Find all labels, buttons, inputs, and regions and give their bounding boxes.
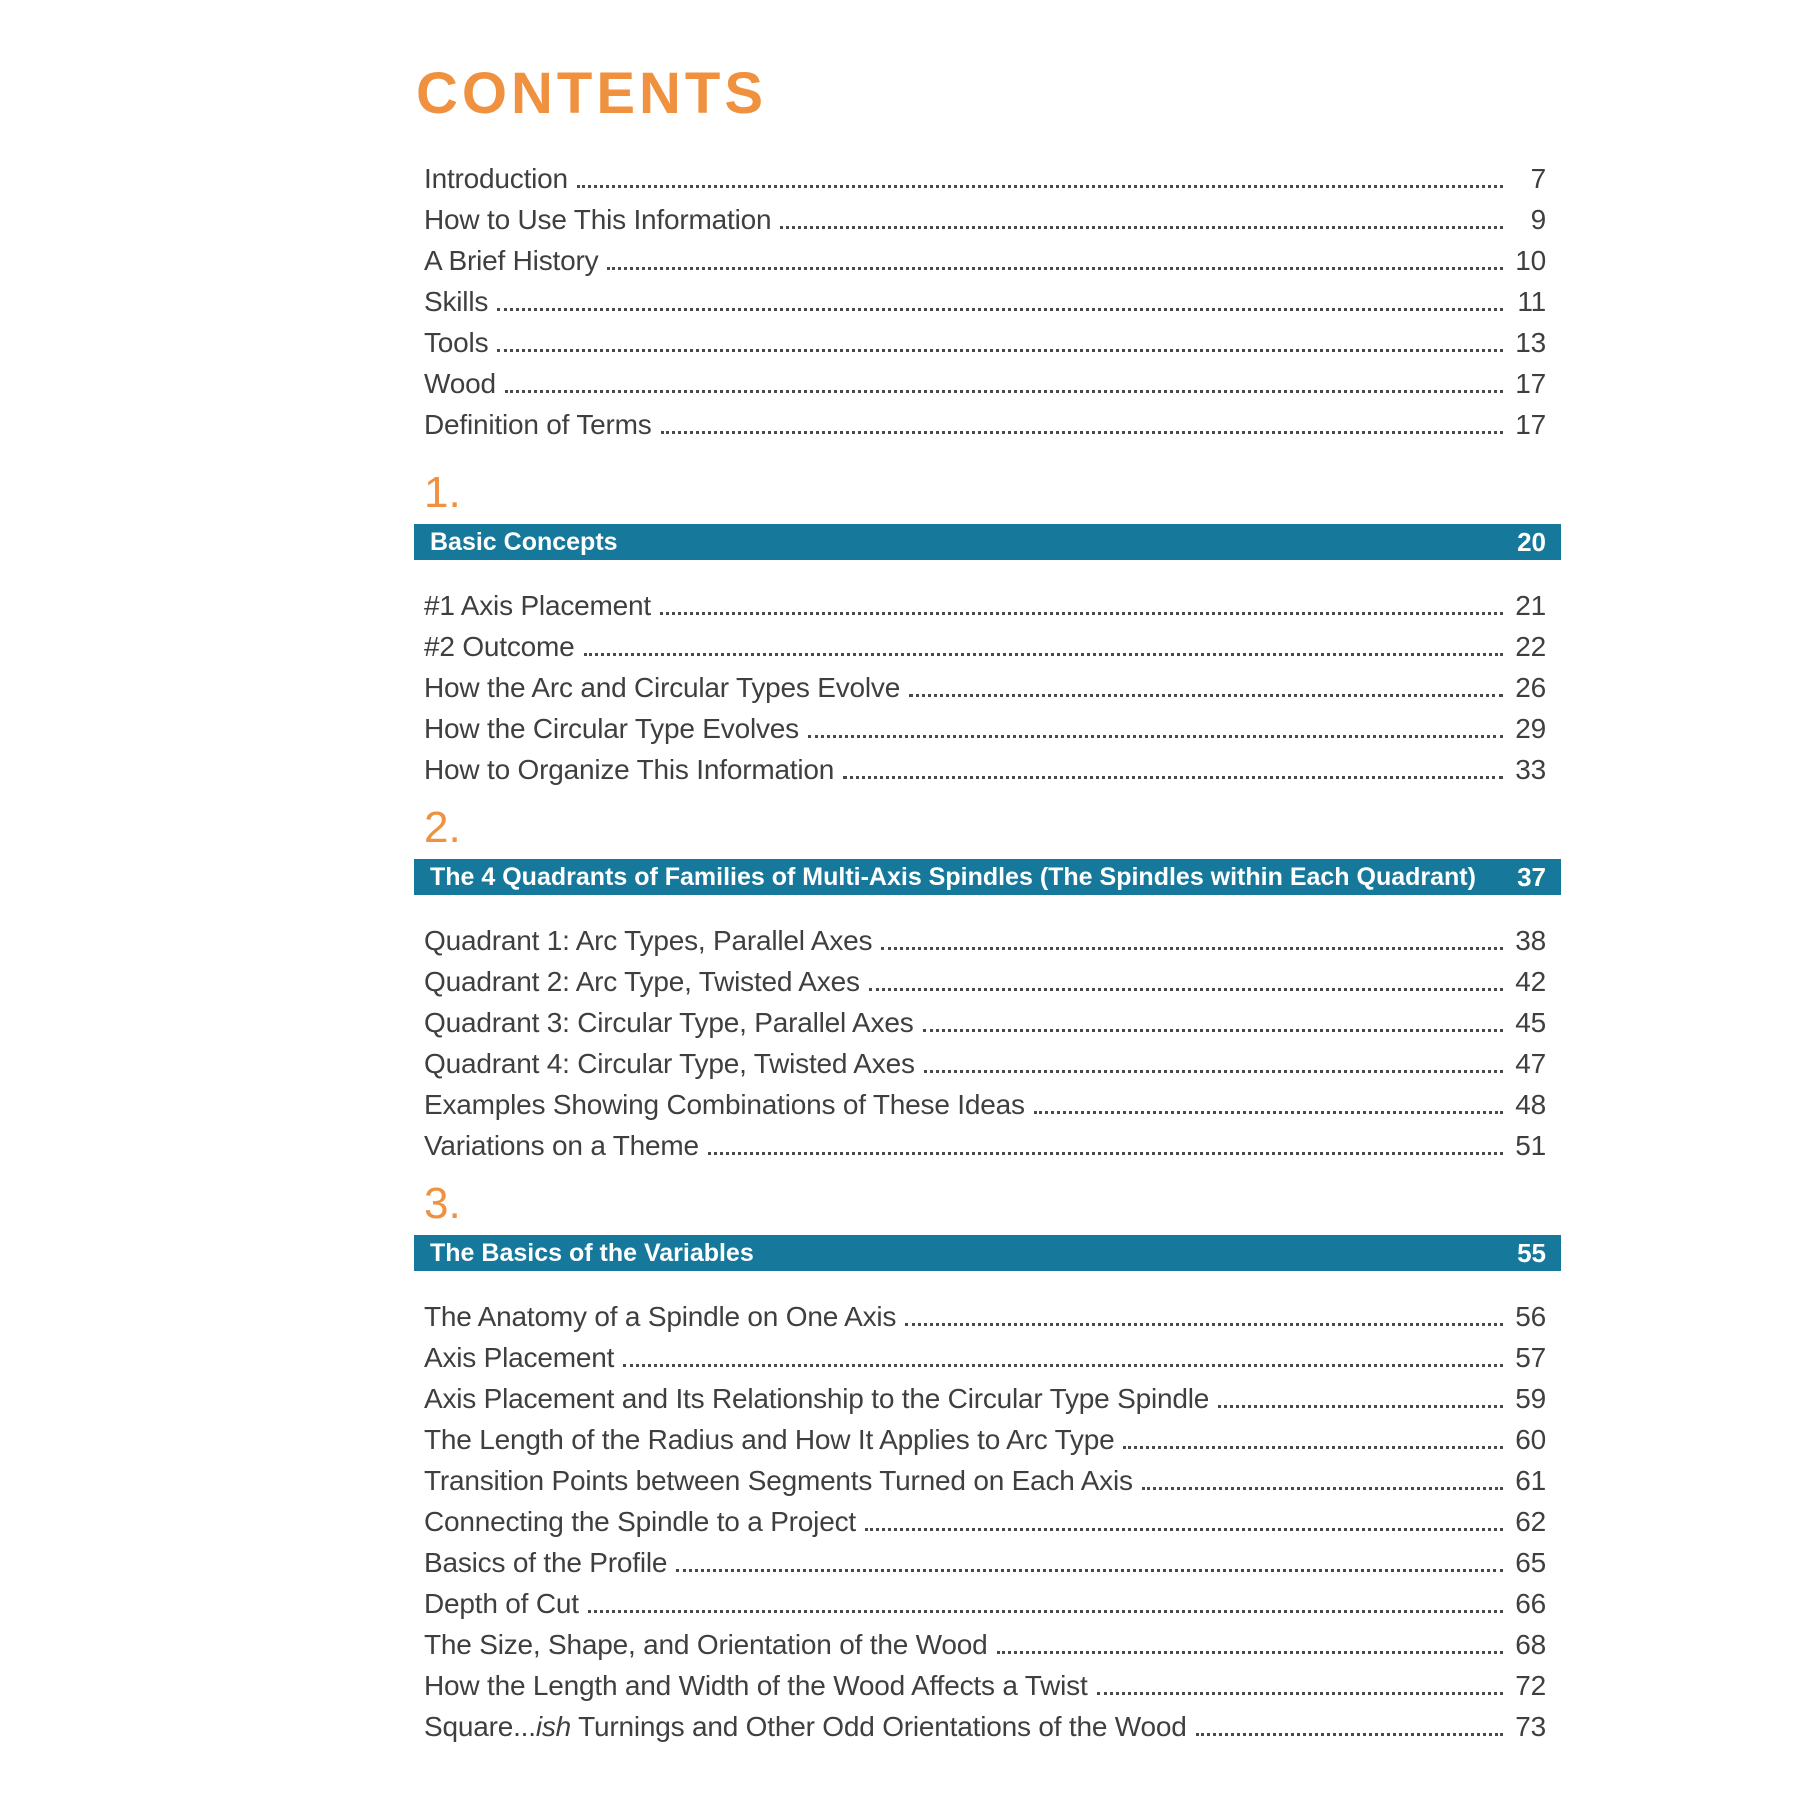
toc-entry-page-number: 62	[1515, 1506, 1546, 1537]
toc-section	[414, 1179, 1561, 1747]
toc-entry-label: How to Use This Information	[424, 204, 772, 235]
toc-entry-label: Examples Showing Combinations of These Ideas	[424, 1089, 1025, 1120]
toc-entry-row	[414, 404, 1561, 445]
toc-entry-row	[414, 1460, 1561, 1501]
dotted-leader	[869, 961, 1503, 991]
dotted-leader	[607, 240, 1503, 270]
toc-entry-page-number: 57	[1515, 1342, 1546, 1373]
section-title: Basic Concepts	[430, 528, 618, 556]
toc-entry-row	[414, 749, 1561, 790]
toc-entry-label: A Brief History	[424, 245, 599, 276]
toc-entry-page-number: 11	[1517, 286, 1546, 317]
contents-page	[414, 0, 1561, 1747]
toc-entry-row	[414, 158, 1561, 199]
dotted-leader	[808, 708, 1503, 738]
toc-entry-row	[414, 961, 1561, 1002]
toc-entry-label: Introduction	[424, 163, 568, 194]
toc-entry-page-number: 65	[1515, 1547, 1546, 1578]
dotted-leader	[708, 1125, 1503, 1155]
dotted-leader	[577, 158, 1503, 188]
dotted-leader	[623, 1337, 1503, 1367]
section-title: The Basics of the Variables	[430, 1239, 754, 1267]
dotted-leader	[881, 920, 1503, 950]
toc-entry-page-number: 73	[1515, 1711, 1546, 1742]
toc-entry-label: How to Organize This Information	[424, 754, 835, 785]
toc-entry-label: Axis Placement and Its Relationship to the Circular Type Spindle	[424, 1383, 1210, 1414]
toc-entry-row	[414, 199, 1561, 240]
toc-entry-page-number: 29	[1515, 713, 1546, 744]
toc-entry-page-number: 48	[1515, 1089, 1546, 1120]
toc-entry-page-number: 60	[1515, 1424, 1546, 1455]
section-header-bar	[414, 1235, 1561, 1271]
dotted-leader	[923, 1002, 1503, 1032]
toc-entry-row	[414, 1419, 1561, 1460]
toc-entry-page-number: 47	[1515, 1048, 1546, 1079]
toc-entry-page-number: 59	[1515, 1383, 1546, 1414]
toc-entry-page-number: 22	[1515, 631, 1546, 662]
dotted-leader	[909, 667, 1503, 697]
dotted-leader	[1142, 1460, 1503, 1490]
dotted-leader	[661, 404, 1503, 434]
section-header-bar	[414, 859, 1561, 895]
toc-entry-page-number: 9	[1530, 204, 1546, 235]
toc-entry-label: The Length of the Radius and How It Applies to Arc Type	[424, 1424, 1115, 1455]
toc-entry-page-number: 38	[1515, 925, 1546, 956]
toc-entry-page-number: 10	[1515, 245, 1546, 276]
dotted-leader	[1218, 1378, 1503, 1408]
toc-entry-row	[414, 708, 1561, 749]
dotted-leader	[905, 1296, 1503, 1326]
toc-entry-page-number: 51	[1515, 1130, 1546, 1161]
toc-entry-label: Tools	[424, 327, 489, 358]
toc-entry-page-number: 21	[1515, 590, 1546, 621]
toc-entry-page-number: 17	[1515, 409, 1546, 440]
dotted-leader	[997, 1624, 1504, 1654]
dotted-leader	[676, 1542, 1503, 1572]
toc-entry-page-number: 33	[1515, 754, 1546, 785]
dotted-leader	[780, 199, 1503, 229]
dotted-leader	[865, 1501, 1503, 1531]
toc-entry-label: Variations on a Theme	[424, 1130, 699, 1161]
dotted-leader	[497, 322, 1503, 352]
dotted-leader	[497, 281, 1503, 311]
toc-entry-label: How the Arc and Circular Types Evolve	[424, 672, 901, 703]
dotted-leader	[505, 363, 1503, 393]
toc-entry-page-number: 45	[1515, 1007, 1546, 1038]
toc-entry-label: Connecting the Spindle to a Project	[424, 1506, 856, 1537]
toc-entry-row	[414, 626, 1561, 667]
toc-entry-row	[414, 1542, 1561, 1583]
page-title: CONTENTS	[416, 61, 767, 126]
toc-entry-page-number: 66	[1515, 1588, 1546, 1619]
toc-entry-label: Depth of Cut	[424, 1588, 579, 1619]
toc-section	[414, 468, 1561, 790]
toc-entry-label: Definition of Terms	[424, 409, 652, 440]
dotted-leader	[1097, 1665, 1503, 1695]
toc-entry-row	[414, 1624, 1561, 1665]
toc-entry-label: Axis Placement	[424, 1342, 615, 1373]
dotted-leader	[924, 1043, 1503, 1073]
toc-entry-row	[414, 920, 1561, 961]
toc-entry-row	[414, 363, 1561, 404]
section-header-bar	[414, 524, 1561, 560]
section-page-number: 37	[1517, 862, 1546, 892]
toc-entry-label: The Anatomy of a Spindle on One Axis	[424, 1301, 897, 1332]
toc-entry-row	[414, 1125, 1561, 1166]
section-entry-list	[414, 1296, 1561, 1747]
toc-entry-page-number: 13	[1515, 327, 1546, 358]
dotted-leader	[843, 749, 1503, 779]
toc-entry-row	[414, 667, 1561, 708]
toc-entry-row	[414, 240, 1561, 281]
toc-entry-label: Skills	[424, 286, 489, 317]
toc-entry-row	[414, 322, 1561, 363]
dotted-leader	[1034, 1084, 1503, 1114]
toc-entry-page-number: 7	[1530, 163, 1546, 194]
toc-section	[414, 803, 1561, 1166]
section-number: 3.	[424, 1179, 461, 1228]
dotted-leader	[588, 1583, 1503, 1613]
dotted-leader	[660, 585, 1503, 615]
toc-entry-row	[414, 1337, 1561, 1378]
toc-entry-label: Quadrant 3: Circular Type, Parallel Axes	[424, 1007, 914, 1038]
toc-entry-row	[414, 1501, 1561, 1542]
toc-entry-label: Quadrant 4: Circular Type, Twisted Axes	[424, 1048, 915, 1079]
toc-entry-page-number: 68	[1515, 1629, 1546, 1660]
toc-entry-label: Square...ish Turnings and Other Odd Orientations of the Wood	[424, 1711, 1187, 1742]
toc-entry-row	[414, 1084, 1561, 1125]
toc-entry-label: Wood	[424, 368, 496, 399]
toc-entry-row	[414, 1583, 1561, 1624]
dotted-leader	[1123, 1419, 1503, 1449]
toc-entry-label: The Size, Shape, and Orientation of the Wood	[424, 1629, 988, 1660]
toc-entry-page-number: 26	[1515, 672, 1546, 703]
toc-entry-label: #2 Outcome	[424, 631, 575, 662]
section-entry-list	[414, 920, 1561, 1166]
toc-entry-label: How the Circular Type Evolves	[424, 713, 799, 744]
toc-entry-row	[414, 1378, 1561, 1419]
section-page-number: 20	[1517, 527, 1546, 557]
toc-entry-label: Quadrant 2: Arc Type, Twisted Axes	[424, 966, 860, 997]
toc-entry-row	[414, 1002, 1561, 1043]
toc-entry-row	[414, 281, 1561, 322]
section-title: The 4 Quadrants of Families of Multi-Axis Spindles (The Spindles within Each Quadrant)	[430, 863, 1476, 891]
toc-entry-row	[414, 1665, 1561, 1706]
toc-entry-label: Basics of the Profile	[424, 1547, 668, 1578]
section-page-number: 55	[1517, 1238, 1546, 1268]
dotted-leader	[1196, 1706, 1503, 1736]
toc-entry-label: #1 Axis Placement	[424, 590, 651, 621]
toc-entry-row	[414, 585, 1561, 626]
toc-entry-row	[414, 1296, 1561, 1337]
dotted-leader	[584, 626, 1503, 656]
sections-container	[414, 468, 1561, 1747]
toc-entry-page-number: 42	[1515, 966, 1546, 997]
toc-entry-label: Quadrant 1: Arc Types, Parallel Axes	[424, 925, 873, 956]
toc-entry-page-number: 56	[1515, 1301, 1546, 1332]
toc-entry-page-number: 17	[1515, 368, 1546, 399]
toc-entry-page-number: 61	[1515, 1465, 1546, 1496]
toc-entry-label: Transition Points between Segments Turned on Each Axis	[424, 1465, 1133, 1496]
toc-entry-label: How the Length and Width of the Wood Affects a Twist	[424, 1670, 1088, 1701]
section-number: 2.	[424, 803, 461, 852]
toc-entry-row	[414, 1043, 1561, 1084]
section-number: 1.	[424, 468, 461, 517]
front-matter-list	[414, 158, 1561, 445]
toc-entry-row	[414, 1706, 1561, 1747]
section-entry-list	[414, 585, 1561, 790]
toc-entry-page-number: 72	[1515, 1670, 1546, 1701]
